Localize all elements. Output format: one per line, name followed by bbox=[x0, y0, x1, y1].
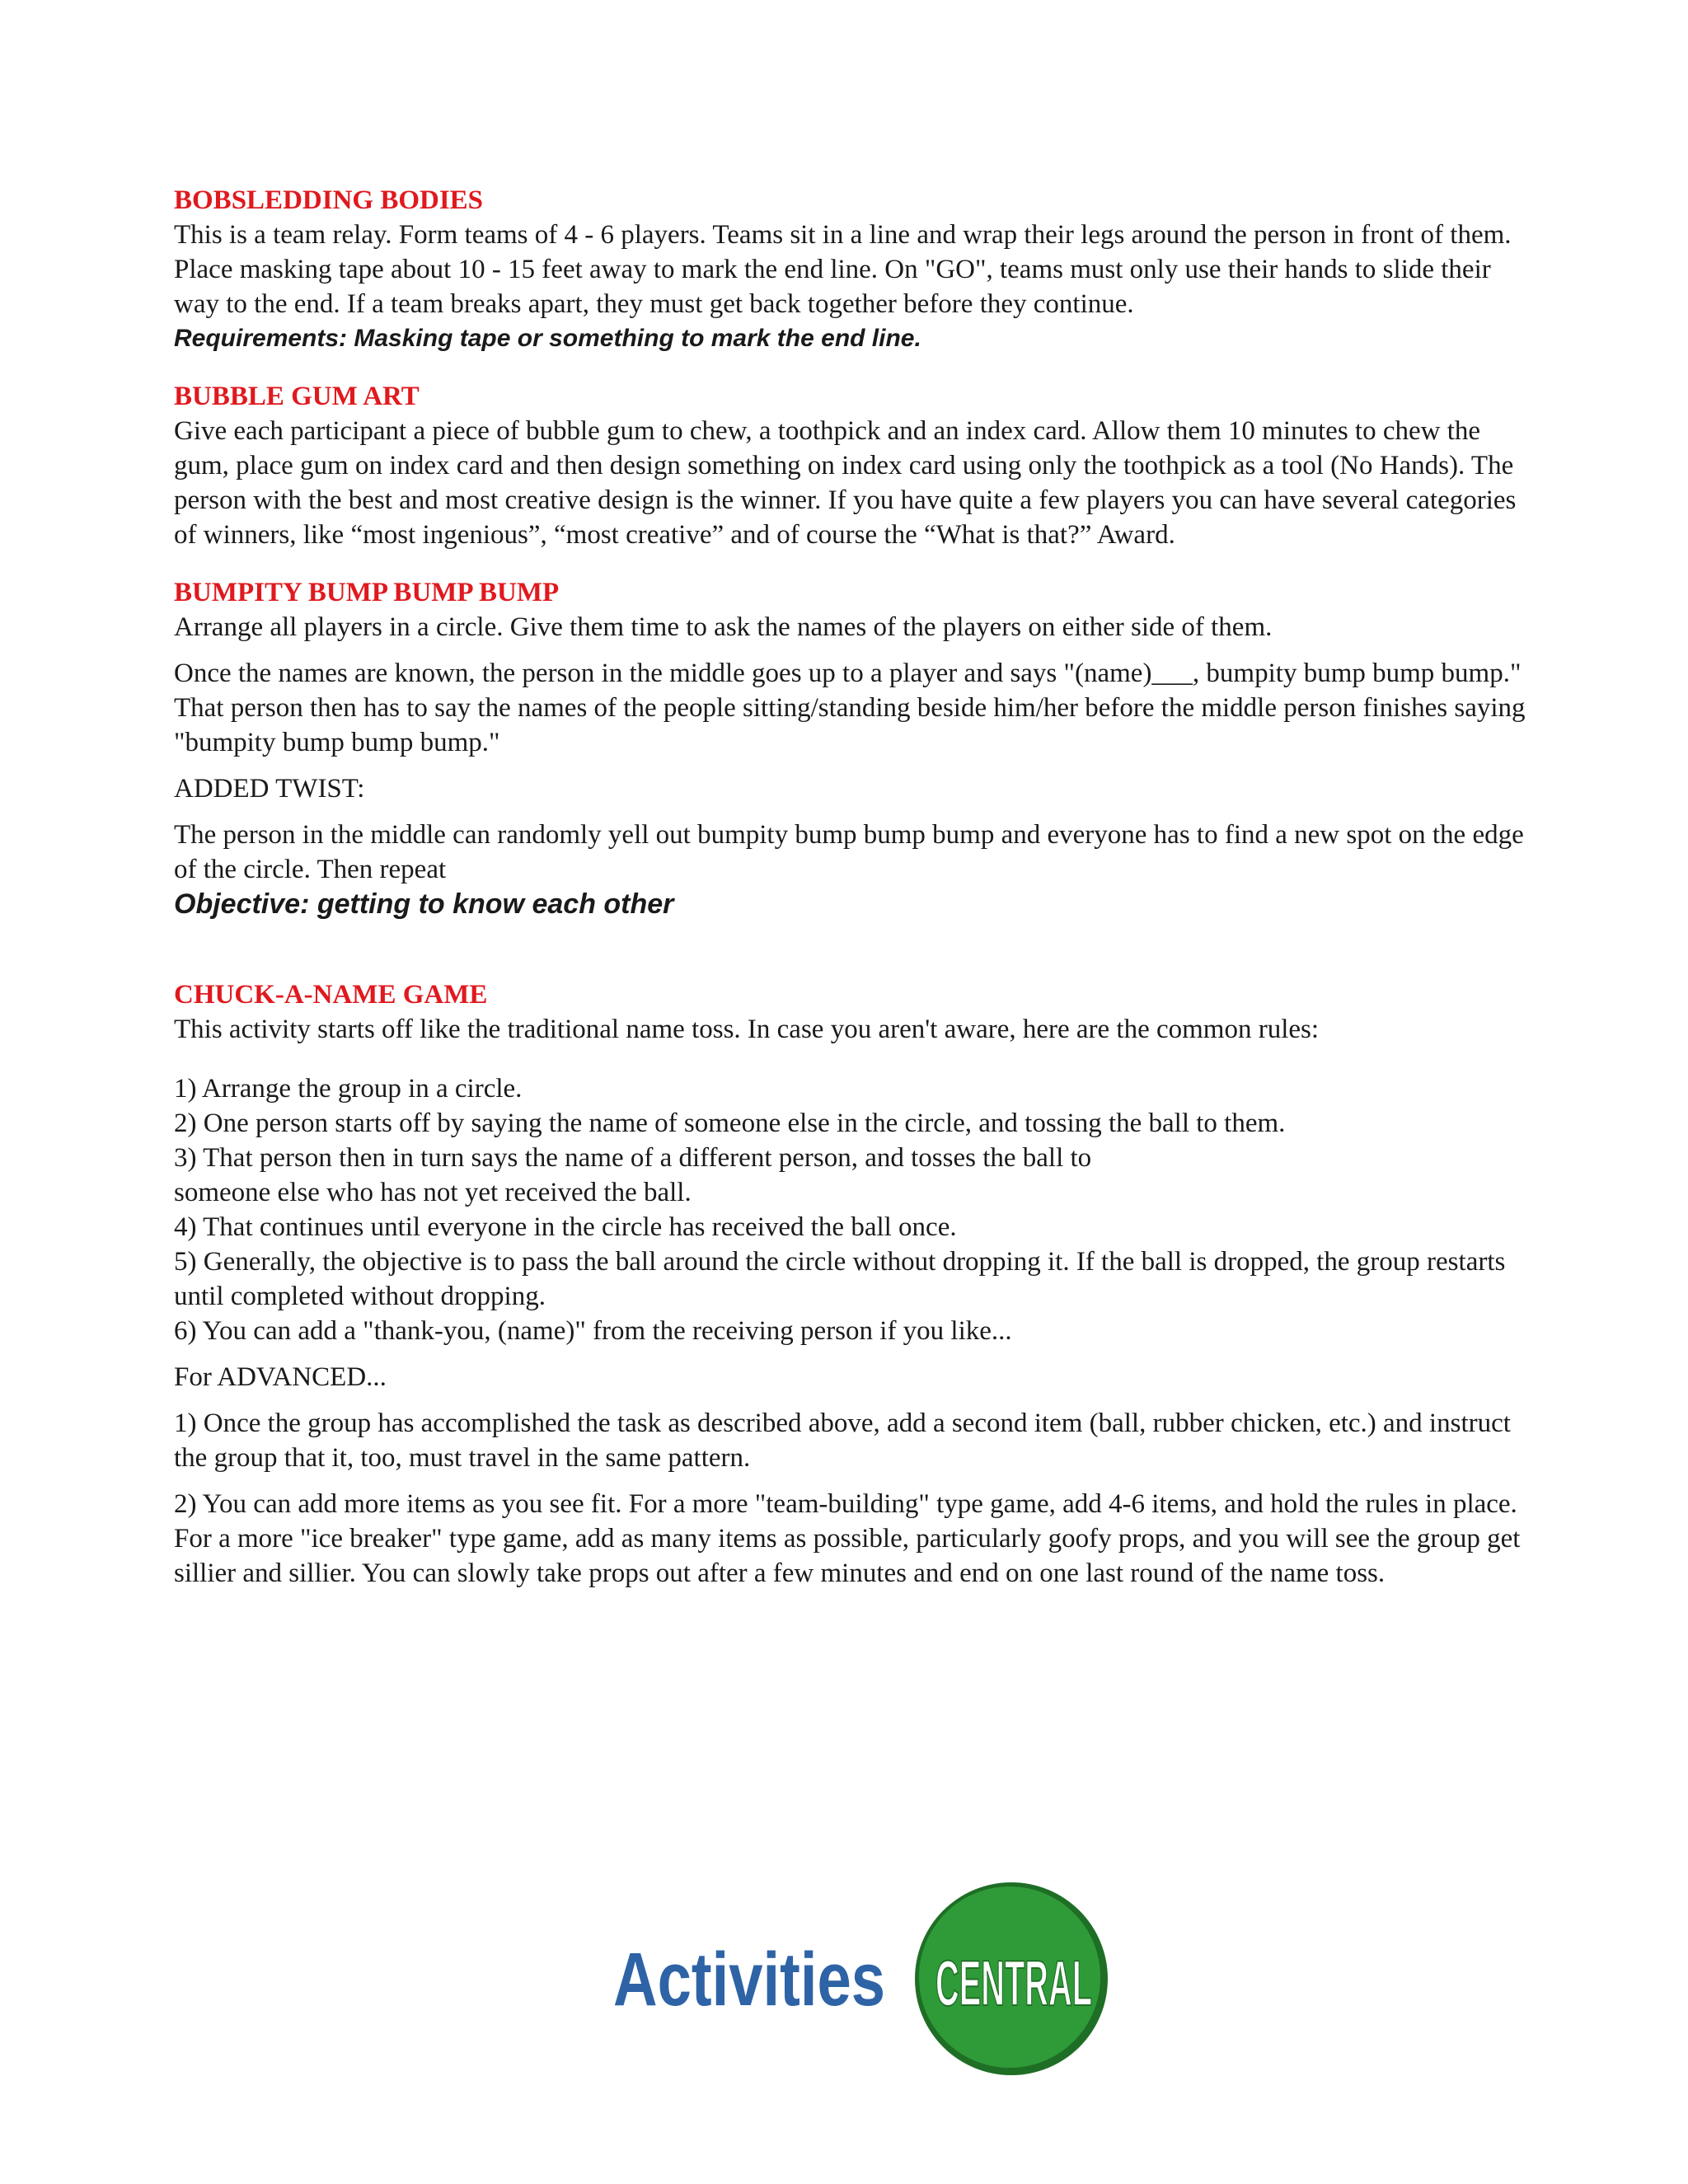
rule-item: 4) That continues until everyone in the circle has received the ball once. bbox=[174, 1212, 957, 1242]
activities-central-logo bbox=[610, 1882, 1104, 2079]
rule-item: 6) You can add a "thank-you, (name)" from the receiving person if you like... bbox=[174, 1316, 1012, 1346]
document-content bbox=[174, 183, 1542, 1614]
section-heading: BUMPITY BUMP BUMP BUMP bbox=[174, 578, 560, 607]
section-paragraph: ADDED TWIST: bbox=[174, 774, 365, 804]
section-bobsledding-bodies bbox=[174, 183, 1542, 356]
section-bubble-gum-art bbox=[174, 379, 1542, 552]
section-intro: This activity starts off like the traditional name toss. In case you aren't aware, here are the common rules: bbox=[174, 1015, 1320, 1044]
advanced-item: 1) Once the group has accomplished the task as described above, add a second item (ball, rubber chicken, etc.) and instruct the group that it, too, must travel in the same pattern. bbox=[174, 1408, 1511, 1473]
requirements-note: Requirements: Masking tape or something to mark the end line. bbox=[174, 325, 921, 352]
section-heading: BUBBLE GUM ART bbox=[174, 382, 420, 411]
section-paragraph: The person in the middle can randomly yell out bumpity bump bump bump and everyone has to find a new spot on the edge of the circle. Then repeat bbox=[174, 820, 1524, 884]
objective-note: Objective: getting to know each other bbox=[174, 888, 674, 920]
section-bumpity-bump bbox=[174, 575, 1542, 921]
section-paragraph: Arrange all players in a circle. Give them time to ask the names of the players on either side of them. bbox=[174, 612, 1273, 642]
rule-item: 2) One person starts off by saying the name of someone else in the circle, and tossing the ball to them. bbox=[174, 1108, 1286, 1138]
section-body: This is a team relay. Form teams of 4 - 6 players. Teams sit in a line and wrap their legs around the person in front of them. Place masking tape about 10 - 15 feet away to mark the end line. On "GO", teams must only use their hands to slide their way to the end. If a team breaks apart, they must get back together before they continue. bbox=[174, 220, 1512, 319]
rule-item: someone else who has not yet received the ball. bbox=[174, 1178, 692, 1207]
logo-graphic bbox=[610, 1882, 1104, 2079]
rule-item: 5) Generally, the objective is to pass the ball around the circle without dropping it. If the ball is dropped, the group restarts until completed without dropping. bbox=[174, 1247, 1506, 1311]
logo-word-central: CENTRAL bbox=[935, 1947, 1092, 2019]
section-paragraph: Once the names are known, the person in the middle goes up to a player and says "(name)___, bumpity bump bump bump." That person then has to say the names of the people sitting/standing beside him/her before the middle person finishes saying "bumpity bump bump bump." bbox=[174, 658, 1526, 757]
advanced-item: 2) You can add more items as you see fit. For a more "team-building" type game, add 4-6 items, and hold the rules in place. For a more "ice breaker" type game, add as many items as possible, particularly goofy props, and you will see the group get sillier and sillier. You can slowly take props out after a few minutes and end on one last round of the name toss. bbox=[174, 1489, 1521, 1588]
section-body: Give each participant a piece of bubble gum to chew, a toothpick and an index card. Allow them 10 minutes to chew the gum, place gum on index card and then design something on index card using only the toothpick as a tool (No Hands). The person with the best and most creative design is the winner. If you have quite a few players you can have several categories of winners, like “most ingenious”, “most creative” and of course the “What is that?” Award. bbox=[174, 416, 1517, 550]
section-chuck-a-name bbox=[174, 977, 1542, 1591]
rule-item: 1) Arrange the group in a circle. bbox=[174, 1074, 523, 1104]
rule-item: 3) That person then in turn says the name of a different person, and tosses the ball to bbox=[174, 1143, 1092, 1173]
advanced-label: For ADVANCED... bbox=[174, 1362, 387, 1392]
section-heading: BOBSLEDDING BODIES bbox=[174, 185, 484, 215]
section-heading: CHUCK-A-NAME GAME bbox=[174, 980, 488, 1010]
logo-word-activities: Activities bbox=[613, 1938, 885, 2022]
